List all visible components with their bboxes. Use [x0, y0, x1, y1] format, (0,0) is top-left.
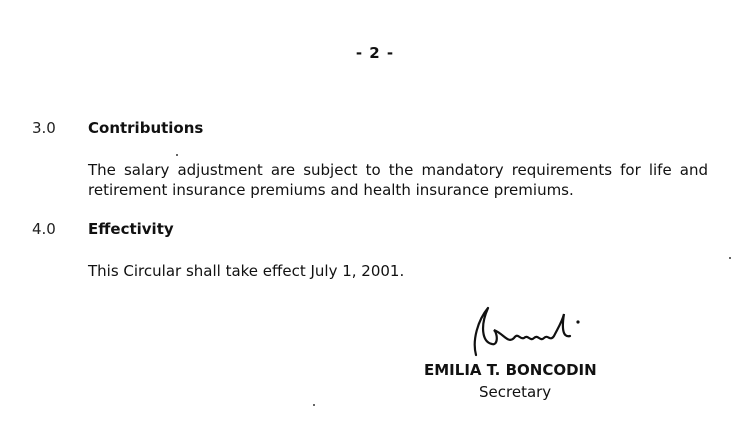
page-number: - 2 - [355, 44, 395, 62]
section-title: Contributions [88, 119, 204, 137]
section-body: The salary adjustment are subject to the mandatory requirements for life and retirement insurance premiums and health insurance premiums. [88, 161, 708, 199]
scan-speck [176, 154, 178, 156]
section-body: This Circular shall take effect July 1, 2001. [88, 262, 405, 280]
section-number: 3.0 [32, 119, 56, 137]
scan-speck [729, 257, 731, 259]
scan-speck [313, 404, 315, 406]
signatory-title: Secretary [479, 383, 552, 401]
handwritten-signature [458, 300, 588, 360]
signatory-name: EMILIA T. BONCODIN [424, 361, 597, 379]
section-title: Effectivity [88, 220, 174, 238]
section-number: 4.0 [32, 220, 56, 238]
